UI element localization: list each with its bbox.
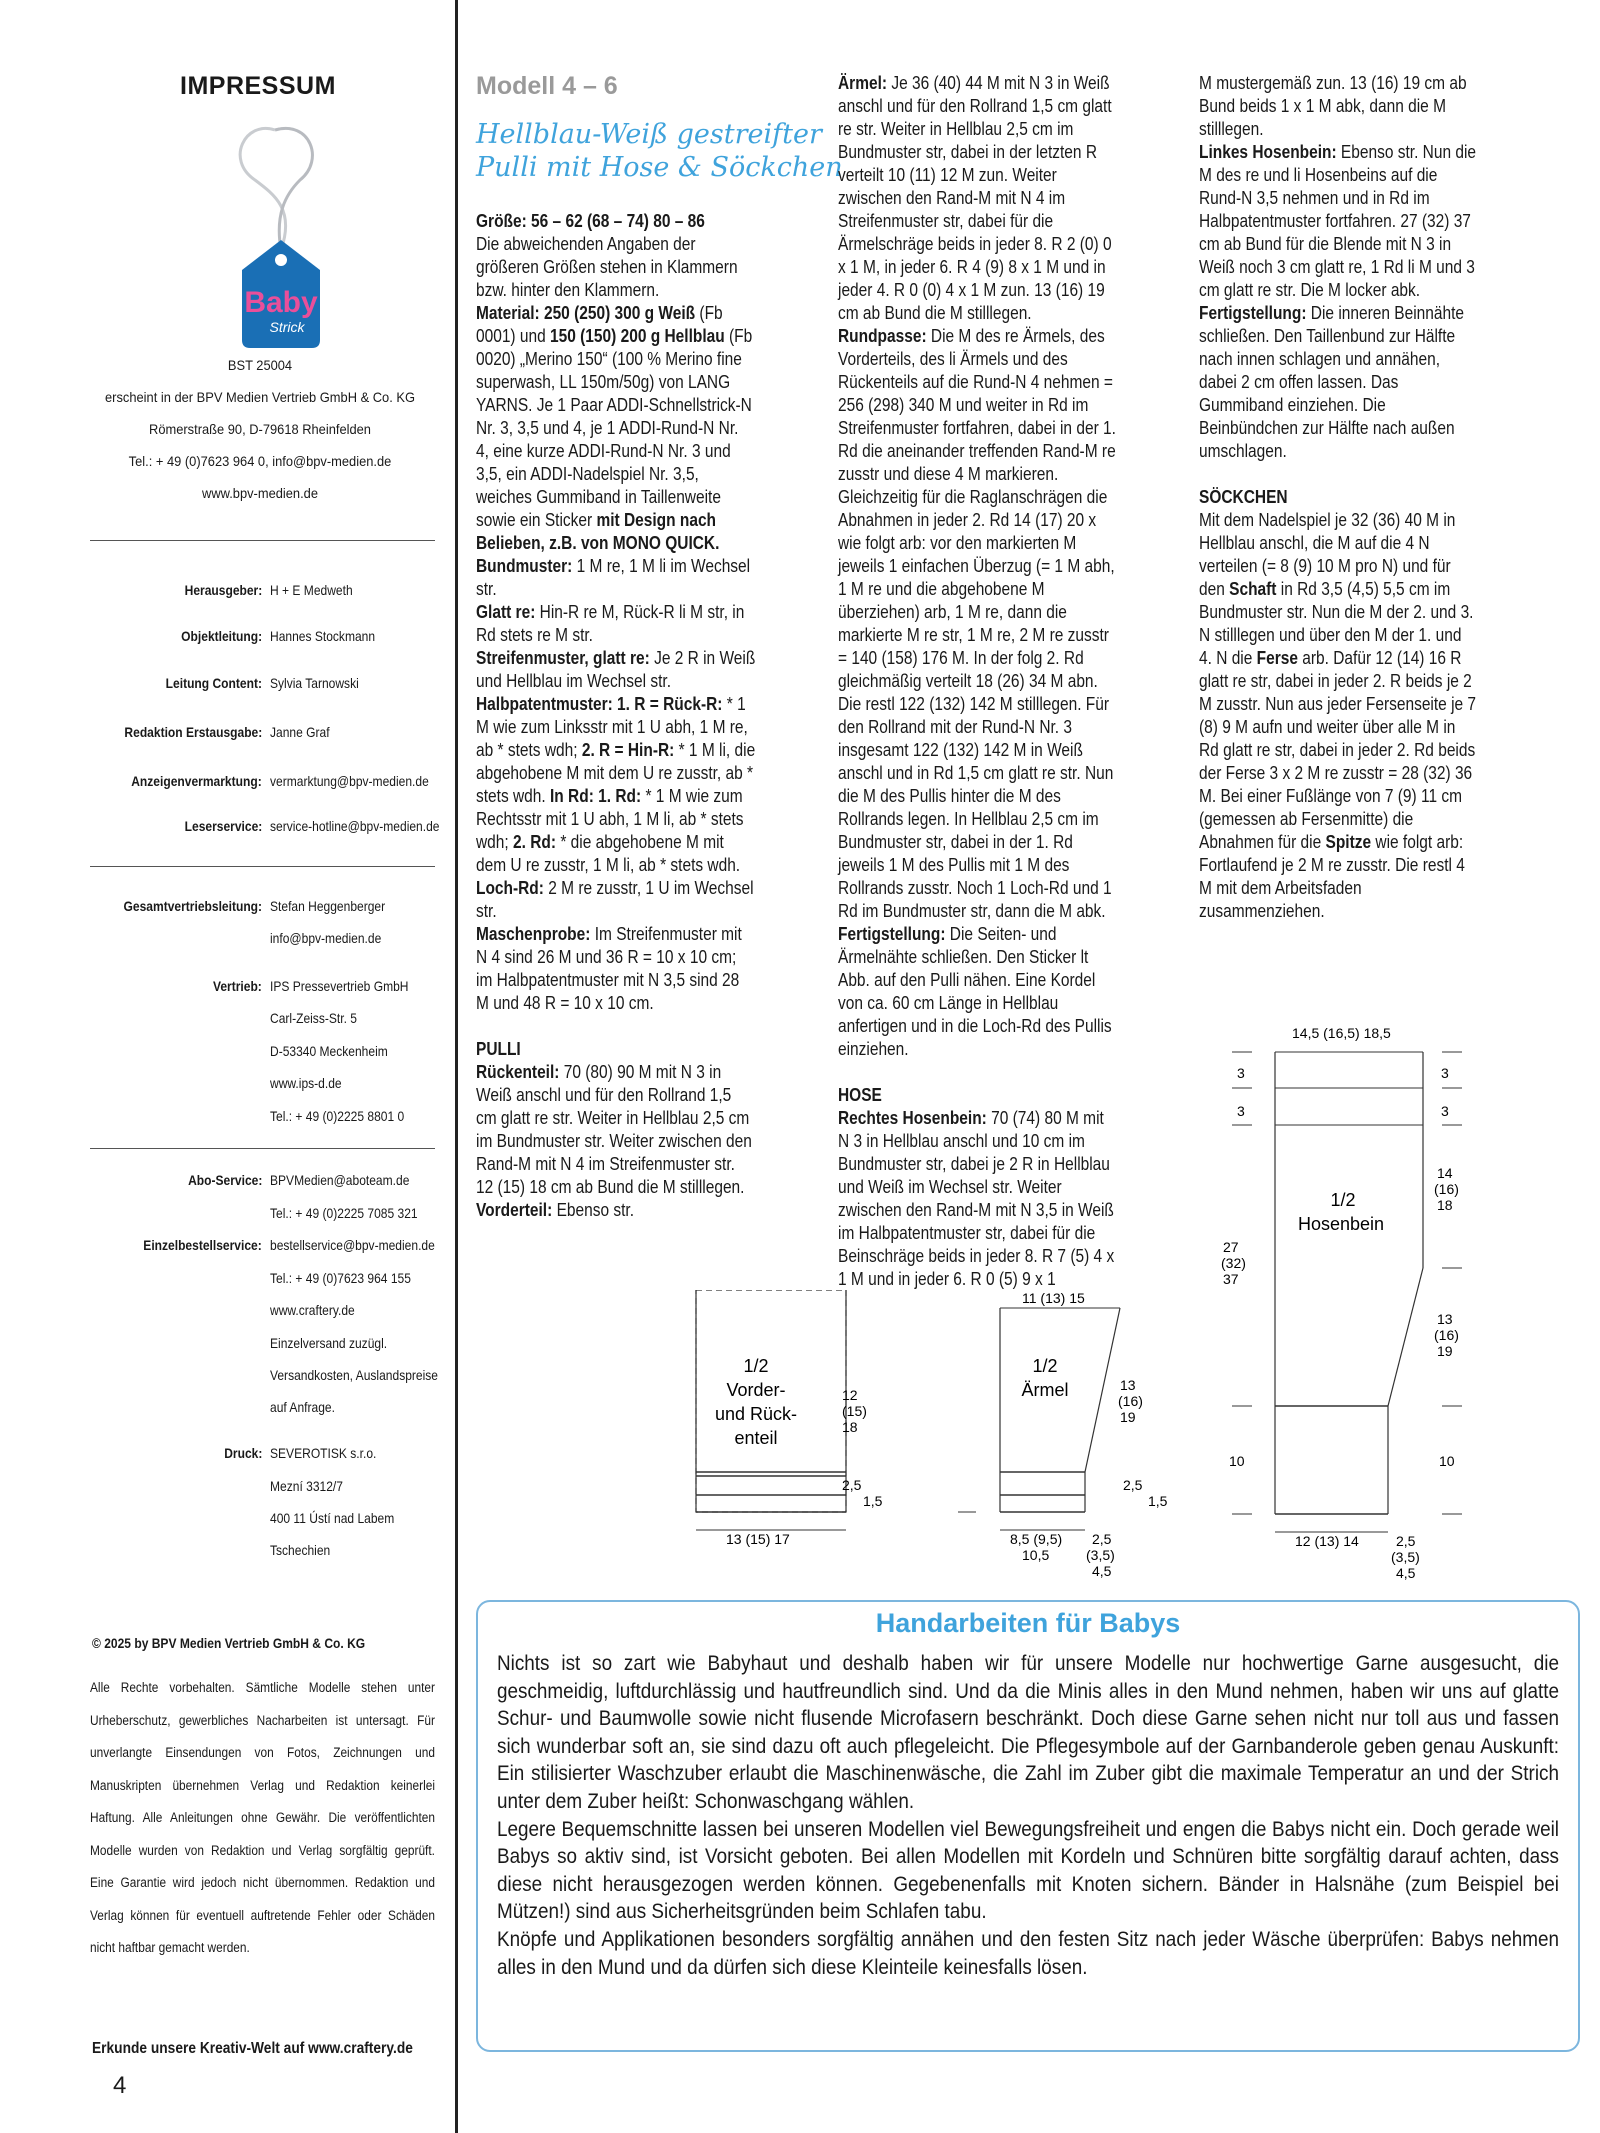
baby-strick-logo — [215, 100, 335, 350]
body-height-1: 12 — [842, 1387, 858, 1403]
svg-text:2,5: 2,5 — [1123, 1477, 1143, 1493]
svg-text:3: 3 — [1237, 1065, 1245, 1081]
svg-text:1,5: 1,5 — [863, 1493, 883, 1509]
svg-text:10,5: 10,5 — [1022, 1547, 1050, 1563]
divider — [90, 866, 435, 867]
impressum-title: IMPRESSUM — [180, 72, 336, 100]
legal-notice: Alle Rechte vorbehalten. Sämtliche Modelle stehen unter Urheberschutz, gewerbliches Nacharbeiten ist untersagt. Für unverlangte Einsendungen von Fotos, Zeichnungen und Manuskripten übernehmen Verlag und Redaktion keinerlei Haftung. Alle Anleitungen ohne Gewähr. Die veröffentlichten Modelle wurden von Redaktion und Verlag sorgfältig geprüft. Eine Garantie wird jedoch nicht übernommen. Redaktion und Verlag können für eventuell auftretende Fehler oder Schäden nicht haftbar gemacht werden. — [90, 1680, 435, 1955]
svg-text:Ärmel: Ärmel — [1021, 1380, 1069, 1400]
pattern-title: Hellblau-Weiß gestreifter Pulli mit Hose & Söckchen — [476, 119, 843, 183]
publisher-web: www.bpv-medien.de — [202, 485, 318, 501]
info-box-title: Handarbeiten für Babys — [875, 1608, 1181, 1638]
svg-text:13: 13 — [1120, 1377, 1136, 1393]
divider — [90, 540, 435, 541]
section-heading: SÖCKCHEN — [1199, 487, 1288, 507]
svg-text:1,5: 1,5 — [1148, 1493, 1168, 1509]
svg-text:und Rück-: und Rück- — [714, 1404, 798, 1424]
publisher-contact: Tel.: + 49 (0)7623 964 0, info@bpv-medien.de — [128, 453, 392, 469]
svg-text:19: 19 — [1120, 1409, 1136, 1425]
svg-text:8,5 (9,5): 8,5 (9,5) — [1010, 1531, 1063, 1547]
svg-text:14: 14 — [1437, 1165, 1453, 1181]
issue-number: BST 25004 — [227, 357, 293, 373]
svg-text:10: 10 — [1229, 1453, 1245, 1469]
logo-text-strick: Strick — [269, 319, 305, 335]
svg-text:13: 13 — [1437, 1311, 1453, 1327]
svg-text:14,5 (16,5) 18,5: 14,5 (16,5) 18,5 — [1292, 1025, 1391, 1041]
svg-text:37: 37 — [1223, 1271, 1239, 1287]
svg-text:enteil: enteil — [734, 1428, 778, 1448]
body-height-3: 18 — [842, 1419, 858, 1435]
impressum-sidebar: IMPRESSUM Baby Strick BST 25004 erscheint in der BPV Medien Vertrieb GmbH & Co. KG Römerstraße 90, D-79618 Rheinfelden Tel.: + 49 (0)7623 964 0, info@bpv-medien.de www.bpv-medien.de Herausgeber: H + E Medweth Objektleitung: Hannes Stockmann Leitung Content: Sylvia Tarnowski Redaktion Erstausgabe: Janne Graf Anzeigenvermarktung: vermarktung@bpv-medien.de Leserservice: service-hotline@bpv-medien.de Gesamtvertriebsleitung: Stefan Heggenberger info@bpv-medien.de Vertrieb: IPS Pressevertrieb GmbH Carl-Zeiss-Str. 5 D-53340 Meckenheim www.ips-d.de Tel.: + 49 (0)2225 8801 0 Abo-Service: BPVMedien@aboteam.de Tel.: + 49 (0)2225 7085 321 Einzelbestellservice: bestellservice@bpv-medien.de Tel.: + 49 (0)7623 964 155 www.craftery.de Einzelversand zuzügl. Versandkosten, Auslandspreise auf Anfrage. Druck: SEVEROTISK s.r.o. Mezní 3312/7 400 11 Ústí nad Labem Tschechien © 2025 by BPV Medien Vertrieb GmbH & Co. KG Alle Rechte vorbehalten. Sämtliche Modelle stehen unter Urheberschutz, gewerbliches Nacharbeiten ist untersagt. Für unverlangte Einsendungen von Fotos, Zeichnungen und Manuskripten übernehmen Verlag und Redaktion keinerlei Haftung. Alle Anleitungen ohne Gewähr. Die veröffentlichten Modelle wurden von Redaktion und Verlag sorgfältig geprüft. Eine Garantie wird jedoch nicht übernommen. Redaktion und Verlag können für eventuell auftretende Fehler oder Schäden nicht haftbar gemacht werden. Erkunde unsere Kreativ-Welt auf www.craftery.de 4 — [90, 72, 440, 2099]
svg-text:18: 18 — [1437, 1197, 1453, 1213]
svg-text:1/2: 1/2 — [1032, 1356, 1058, 1376]
publisher-address: Römerstraße 90, D-79618 Rheinfelden — [149, 421, 371, 437]
svg-text:2,5: 2,5 — [1092, 1531, 1112, 1547]
svg-text:19: 19 — [1437, 1343, 1453, 1359]
diagram-body — [680, 1290, 920, 1550]
svg-text:3: 3 — [1441, 1103, 1449, 1119]
svg-text:Hosenbein: Hosenbein — [1297, 1214, 1385, 1234]
svg-text:(16): (16) — [1434, 1181, 1459, 1197]
svg-text:11 (13) 15: 11 (13) 15 — [1022, 1290, 1085, 1306]
svg-text:(3,5): (3,5) — [1391, 1549, 1420, 1565]
svg-text:(32): (32) — [1221, 1255, 1246, 1271]
column-1: Größe: 56 – 62 (68 – 74) 80 – 86 Die abweichenden Angaben der größeren Größen stehen in Klammern bzw. hinter den Klammern. Material: 250 (250) 300 g Weiß (Fb 0001) und 150 (150) 200 g Hellblau (Fb 0020) „Merino 150“ (100 % Merino fine superwash, LL 150m/50g) von LANG YARNS. Je 1 Paar ADDI-Schnellstrick-N Nr. 3, 3,5 und 4, je 1 ADDI-Rund-N Nr. 4, eine kurze ADDI-Rund-N Nr. 3 und 3,5, ein ADDI-Nadelspiel Nr. 3,5, weiches Gummiband in Taillenweite sowie ein Sticker mit Design nach Belieben, z.B. von MONO QUICK. Bundmuster: 1 M re, 1 M li im Wechsel str. Glatt re: Hin-R re M, Rück-R li M str, in Rd stets re M str. Streifenmuster, glatt re: Je 2 R in Weiß und Hellblau im Wechsel str. Halbpatentmuster: 1. R = Rück-R: * 1 M wie zum Linksstr mit 1 U abh, 1 M re, ab * stets wdh; 2. R = Hin-R: * 1 M li, die abgehobene M mit dem U re zusstr, ab * stets wdh. In Rd: 1. Rd: * 1 M wie zum Rechtsstr mit 1 U abh, 1 M li, ab * stets wdh; 2. Rd: * die abgehobene M mit dem U re zusstr, 1 M li, ab * stets wdh. Loch-Rd: 2 M re zusstr, 1 U im Wechsel str. Maschenprobe: Im Streifenmuster mit N 4 sind 26 M und 36 R = 10 x 10 cm; im Halbpatentmuster mit N 3,5 sind 28 M und 48 R = 10 x 10 cm. PULLI Rückenteil: 70 (80) 90 M mit N 3 in Weiß anschl und für den Rollrand 1,5 cm glatt re str. Weiter in Hellblau 2,5 cm im Bundmuster str. Weiter zwischen den Rand-M mit N 4 im Streifenmuster str. 12 (15) 18 cm ab Bund die M stilllegen. Vorderteil: Ebenso str. — [476, 211, 756, 1220]
divider — [90, 1148, 435, 1149]
svg-text:12 (13) 14: 12 (13) 14 — [1295, 1533, 1359, 1549]
svg-text:13 (15) 17: 13 (15) 17 — [726, 1531, 790, 1547]
model-number: Modell 4 – 6 — [476, 72, 618, 100]
explore-link[interactable]: Erkunde unsere Kreativ-Welt auf www.craftery.de — [92, 2040, 413, 2057]
svg-text:3: 3 — [1237, 1103, 1245, 1119]
svg-text:(3,5): (3,5) — [1086, 1547, 1115, 1563]
body-height-2: (15) — [842, 1403, 867, 1419]
svg-text:(16): (16) — [1118, 1393, 1143, 1409]
svg-text:Vorder-: Vorder- — [726, 1380, 786, 1400]
column-3: M mustergemäß zun. 13 (16) 19 cm ab Bund beids 1 x 1 M abk, dann die M stilllegen. Linkes Hosenbein: Ebenso str. Nun die M des re und li Hosenbeins auf die Rund-N 3,5 nehmen und in Rd im Halbpatentmuster fortfahren. 27 (32) 37 cm ab Bund für die Blende mit N 3 in Weiß noch 3 cm glatt re, 1 Rd li M und 3 cm glatt re str. Die M locker abk. Fertigstellung: Die inneren Beinnähte schließen. Den Taillenbund zur Hälfte nach innen schlagen und annähen, dabei 2 cm offen lassen. Das Gummiband einziehen. Die Beinbündchen zur Hälfte nach außen umschlagen. SÖCKCHEN Mit dem Nadelspiel je 32 (36) 40 M in Hellblau anschl, die M auf die 4 N verteilen (= 8 (9) 10 M pro N) und für den Schaft in Rd 3,5 (4,5) 5,5 cm im Bundmuster str. Nun die M der 2. und 3. N stilllegen und über den M der 1. und 4. N die Ferse arb. Dafür 12 (14) 16 R glatt re str, dabei in jeder 2. R beids je 2 M zusstr. Nun aus jeder Fersenseite je 7 (8) 9 M aufn und weiter über alle M in Rd glatt re str, dabei in jeder 2. Rd beids der Ferse 3 x 2 M re zusstr = 28 (32) 36 M. Bei einer Fußlänge von 7 (9) 11 cm (gemessen ab Fersenmitte) die Abnahmen für die Spitze wie folgt arb: Fortlaufend je 2 M re zusstr. Die restl 4 M mit dem Arbeitsfaden zusammenziehen. — [1199, 73, 1477, 921]
svg-text:4,5: 4,5 — [1396, 1565, 1416, 1581]
svg-text:10: 10 — [1439, 1453, 1455, 1469]
svg-text:(16): (16) — [1434, 1327, 1459, 1343]
svg-text:2,5: 2,5 — [1396, 1533, 1416, 1549]
svg-text:4,5: 4,5 — [1092, 1563, 1112, 1579]
svg-text:1/2: 1/2 — [743, 1356, 769, 1376]
logo-text-baby: Baby — [244, 286, 318, 319]
copyright: © 2025 by BPV Medien Vertrieb GmbH & Co. KG — [92, 1635, 366, 1651]
svg-text:3: 3 — [1441, 1065, 1449, 1081]
section-heading: HOSE — [838, 1085, 882, 1105]
info-box-text: Nichts ist so zart wie Babyhaut und deshalb haben wir für unsere Modelle nur hochwertige Garne ausgesucht, die geschmeidig, luftdurchlässig und hautfreundlich sind. Und da die Minis alles in den Mund nehmen, haben wir uns auf glatte Schur- und Baumwolle sowie nicht flusende Microfasern beschränkt. Doch diese Garne sehen nicht nur toll aus und fassen sich wunderbar soft an, sie sind dazu oft auch pflegeleicht. Die Pflegesymbole auf der Garnbanderole geben genau Auskunft: Ein stilisierter Waschzuber erlaubt die Maschinenwäsche, die Zahl im Zuber gibt die maximale Temperatur an und der Strich unter dem Zuber heißt: Schonwaschgang wählen. Legere Bequemschnitte lassen bei unseren Modellen viel Bewegungsfreiheit und engen die Babys nicht ein. Doch gerade weil Babys so aktiv sind, ist Vorsicht geboten. Bei allen Modellen mit Kordeln und Schnüren bitte sorgfältig darauf achten, dass diese nicht herausgezogen werden können. Gegebenenfalls mit Knoten sichern. Bänder in Halsnähe (zum Beispiel bei Mützen!) sind aus Sicherheitsgründen beim Schlafen tabu. Knöpfe und Applikationen besonders sorgfältig annähen und den festen Sitz nach jeder Wäsche überprüfen: Babys nehmen alles in den Mund und da dürfen sich diese Kleinteile keinesfalls lösen. — [497, 1652, 1559, 1979]
page-number: 4 — [113, 2072, 127, 2099]
svg-text:1/2: 1/2 — [1330, 1190, 1356, 1210]
vertical-divider — [455, 0, 458, 2133]
publisher-line: erscheint in der BPV Medien Vertrieb GmbH & Co. KG — [105, 389, 415, 405]
diagram-leg — [1205, 1018, 1495, 1586]
diagram-sleeve — [950, 1290, 1180, 1585]
column-2: Ärmel: Je 36 (40) 44 M mit N 3 in Weiß anschl und für den Rollrand 1,5 cm glatt re str. Weiter in Hellblau 2,5 cm im Bundmuster str, dabei in der letzten R verteilt 10 (11) 12 M zun. Weiter zwischen den Rand-M mit N 4 im Streifenmuster str, dabei für die Ärmelschräge beids in jeder 8. R 2 (0) 0 x 1 M, in jeder 6. R 4 (9) 8 x 1 M und in jeder 4. R 0 (0) 4 x 1 M zun. 13 (16) 19 cm ab Bund die M stilllegen. Rundpasse: Die M des re Ärmels, des Vorderteils, des li Ärmels und des Rückenteils auf die Rund-N 4 nehmen = 256 (298) 340 M und weiter in Rd im Streifenmuster fortfahren, dabei in der 1. Rd die aneinander treffenden Rand-M re zusstr und diese 4 M markieren. Gleichzeitig für die Raglanschrägen die Abnahmen in jeder 2. Rd 14 (17) 20 x wie folgt arb: vor den markierten M jeweils 1 einfachen Überzug (= 1 M abh, 1 M re und die abgehobene M überziehen) arb, 1 M re, dann die markierte M re str, 1 M re, 2 M re zusstr = 140 (158) 176 M. In der folg 2. Rd gleichmäßig verteilt 18 (26) 34 M abn. Die restl 122 (132) 142 M stilllegen. Für den Rollrand mit der Rund-N Nr. 3 insgesamt 122 (132) 142 M in Weiß anschl und in Rd 1,5 cm glatt re str. Nun die M des Pullis hinter die M des Rollrands legen. In Hellblau 2,5 cm im Bundmuster str, dabei in der 1. Rd jeweils 1 M des Pullis mit 1 M des Rollrands zusstr. Noch 1 Loch-Rd und 1 Rd im Bundmuster str, dann die M abk. Fertigstellung: Die Seiten- und Ärmelnähte schließen. Den Sticker lt Abb. auf den Pulli nähen. Eine Kordel von ca. 60 cm Länge in Hellblau anfertigen und in die Loch-Rd des Pullis einziehen. HOSE Rechtes Hosenbein: 70 (74) 80 M mit N 3 in Hellblau anschl und 10 cm im Bundmuster str, dabei je 2 R in Hellblau und Weiß im Wechsel str. Weiter zwischen den Rand-M mit N 3,5 in Weiß im Halbpatentmuster str, dabei für die Beinschräge beids in jeder 8. R 7 (5) 4 x 1 M und in jeder 6. R 0 (5) 9 x 1 — [838, 73, 1116, 1289]
section-heading: PULLI — [476, 1039, 521, 1059]
svg-text:27: 27 — [1223, 1239, 1239, 1255]
svg-text:2,5: 2,5 — [842, 1477, 862, 1493]
